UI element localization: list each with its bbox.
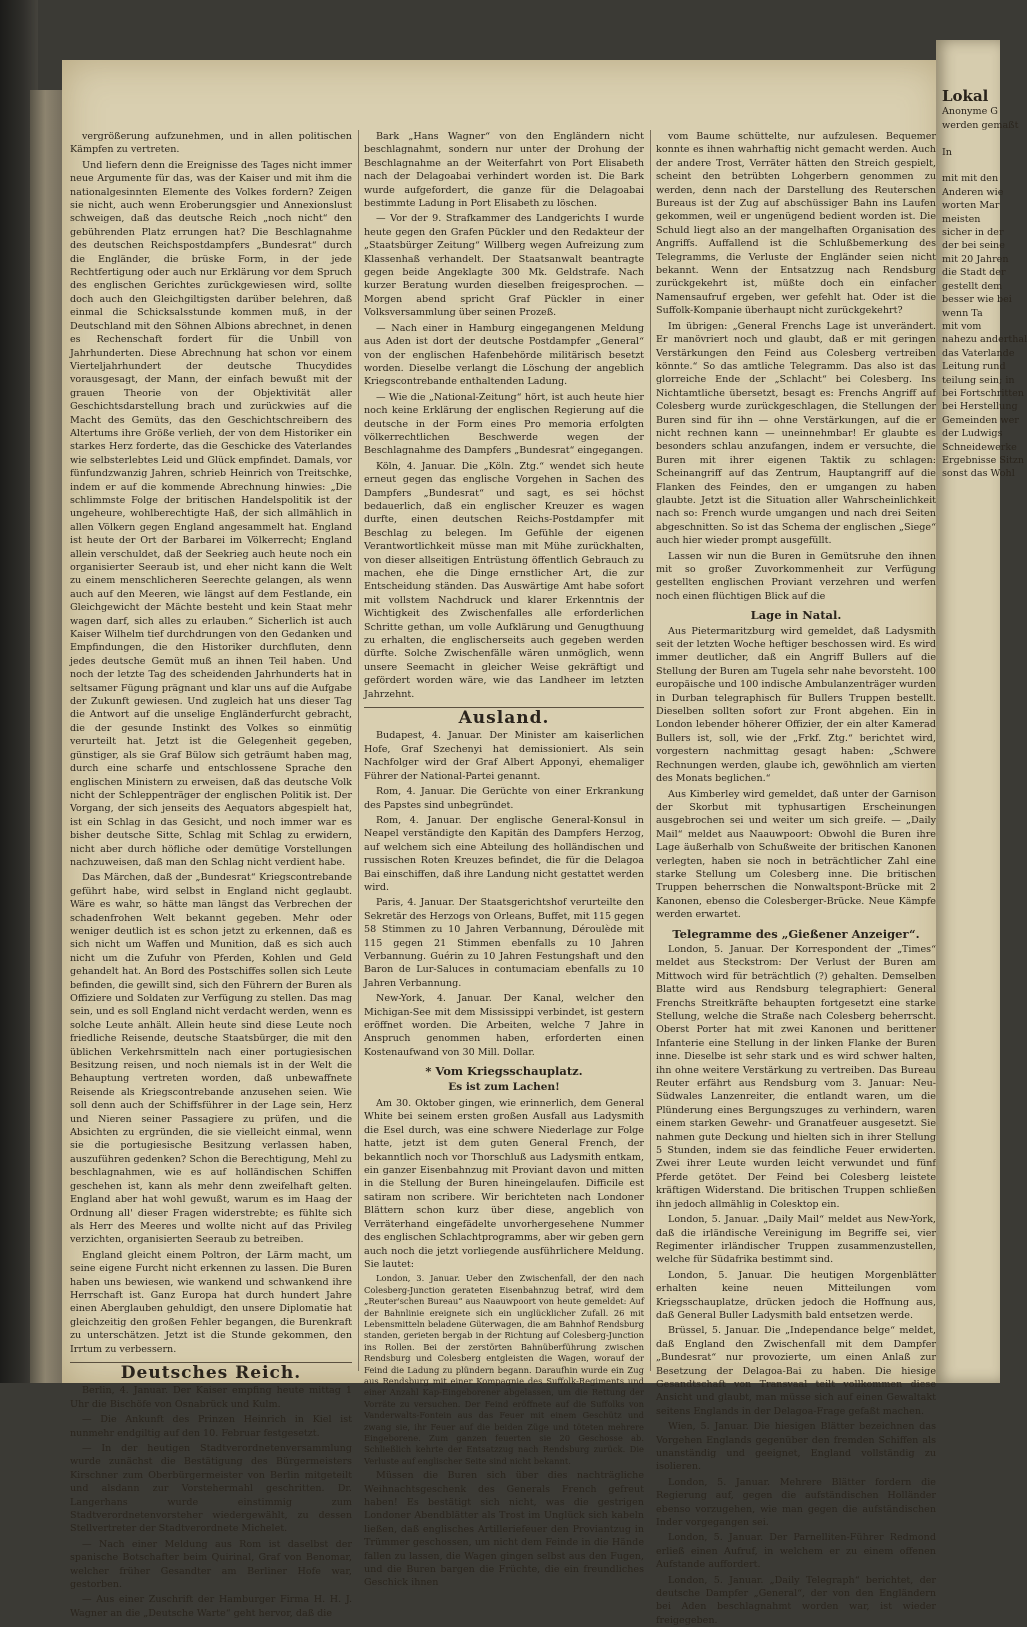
column-rule [358,130,359,1371]
next-page-line: mit mit den [942,173,999,185]
next-page-line: bei Herstellung [942,401,1018,413]
column-rule [650,130,651,1371]
paragraph: — Die Ankunft des Prinzen Heinrich in Kiel ist nunmehr endgiltig auf den 10. Februar festgesetzt. [70,1414,352,1439]
paragraph: Aus Kimberley wird gemeldet, daß unter der Garnison der Skorbut mit typhusartigen Erscheinungen ausgebrochen sei und weiter um sich greife. — „Daily Mail“ meldet aus Naauwpoort: Obwohl die Buren ihre Lage äußerhalb von Schußweite der britischen Kanonen verlegten, haben sie noch in beträchtlicher Zahl eine starke Stellung um Colesberg inne. Die britischen Truppen beherrschen die Nonwaltspont-Brücke mit 2 Kanonen, ebenso die Colesberger-Brücke. Neue Kämpfe werden erwartet. [656,788,936,921]
next-page-line: besser wie bei [942,294,1012,306]
next-page-text [942,87,1027,481]
subheading: Es ist zum Lachen! [448,1080,560,1093]
paragraph: Budapest, 4. Januar. Der Minister am kaiserlichen Hofe, Graf Szechenyi hat demissioniert. Als sein Nachfolger wird der Graf Albert Apponyi, ehemaliger Führer der National-Partei genannt. [364,730,644,782]
next-page-line: wenn Ta [942,307,983,319]
paragraph: — Aus einer Zuschrift der Hamburger Firma H. H. J. Wagner an die „Deutsche Warte“ geht hervor, daß die [70,1594,352,1619]
next-page-line: mit vom [942,320,982,332]
next-page-line: sonst das Wohl [942,468,1015,480]
paragraph: Bark „Hans Wagner“ von den Engländern nicht beschlagnahmt, sondern nur unter der Drohung der Beschlagnahme an der Weiterfahrt von Port Elisabeth nach der Delagoabai verhindert worden ist. Die Bark wurde aufgefordert, die ganze für die Delagoabai bestimmte Ladung in Port Elisabeth zu löschen. [364,131,644,210]
paragraph: — Vor der 9. Strafkammer des Landgerichts I wurde heute gegen den Grafen Pückler und den Redakteur der „Staatsbürger Zeitung“ Willberg wegen Aufreizung zum Klassenhaß verhandelt. Der Staatsanwalt beantragte gegen beide Angeklagte 300 Mk. Geldstrafe. Nach kurzer Beratung wurden dieselben freigesprochen. — Morgen abend spricht Graf Pückler in einer Volksversammlung über seinen Prozeß. [364,213,644,319]
paragraph: — Wie die „National-Zeitung“ hört, ist auch heute hier noch keine Erklärung der englischen Regierung auf die deutsche in der Form eines Pro memoria erfolgten völkerrechtlichen Beschwerde wegen der Beschlagnahme des Dampfers „Bundesrat“ eingegangen. [364,391,644,457]
next-page-line: teilung sein; in [942,374,1015,386]
next-page-line [942,132,1000,145]
newspaper-page [62,60,944,1626]
paragraph: Das Märchen, daß der „Bundesrat“ Kriegscontrebande geführt habe, wird selbst in England nicht geglaubt. Wäre es wahr, so hätte man längst das Verbrechen der schadenfrohen Welt bekannt gegeben. Mehr oder weniger deutlich ist es schon jetzt zu erkennen, daß es sich nicht um Waffen und Munition, daß es sich auch nicht um die Zufuhr von Pferden, Kohlen und Geld gehandelt hat. An Bord des Postschiffes sollen sich Leute befinden, die gewillt sind, sich den Führern der Buren als Offiziere und Soldaten zur Verfügung zu stellen. Das mag sein, und es soll England nicht verdacht werden, wenn es solche Leute anhält. Allein heute sind diese Leute noch friedliche Reisende, deutsche Staatsbürger, die mit den üblichen Verkehrsmitteln nach einer portugiesischen Besitzung reisen, und noch niemals ist in der Welt die Behauptung vertreten worden, daß unbewaffnete Reisende als Kriegscontrebande anzusehen seien. Wie soll denn auch der Schiffsführer in der Lage sein, Herz und Nieren seiner Passagiere zu prüfen, und die Absichten zu ergründen, die sie vielleicht einmal, wenn sie die portugiesische Besitzung verlassen haben, auszuführen gedenken? Schon die Berechtigung, Mehl zu beschlagnahmen, wie es auf holländischen Schiffen geschehen ist, kann als mehr denn zweifelhaft gelten. England aber hat wohl gewußt, warum es im Haag der Ordnung all' dieser Fragen widerstrebte; es fühlte sich als Herr des Meeres und wollte nicht auf das Privileg verzichten, organisierten Seeraub zu betreiben. [70,872,352,1246]
next-page-line: meisten [942,213,981,225]
paragraph: vom Baume schüttelte, nur aufzulesen. Bequemer konnte es ihnen wahrhaftig nicht gemacht werden. Auch der andere Trost, Verräter hätten den Streich gespielt, scheint den betrübten Lohgerbern genommen zu werden, denn nach der Darstellung des Reuterschen Bureaus ist der Zug auf abschüssiger Bahn ins Laufen gekommen, weil er ungenügend bedient worden ist. Die Schuld liegt also an der mangelhaften Organisation des Angriffs. Auffallend ist die Schlußbemerkung des Telegramms, die Verluste der Engländer seien nicht bekannt. Wenn der Entsatzzug nach Rendsburg zurückgekehrt ist, müßte doch ein einfacher Namensaufruf ergeben, wer gefehlt hat. Oder ist die Suffolk-Kompanie überhaupt nicht zurückgekehrt? [656,131,936,317]
paragraph: England gleicht einem Poltron, der Lärm macht, um seine eigene Furcht nicht erkennen zu lassen. Die Buren haben uns bewiesen, wie wankend und schwankend ihre Herrschaft ist. Ganz Europa hat durch hundert Jahre einen Aberglauben gehuldigt, den unsere Diplomatie hat gleichzeitig den großen Fehler begangen, die Burenkraft zu unterschätzen. Jetzt ist die Stunde gekommen, den Irrtum zu verbessern. [70,1249,352,1355]
paragraph: Köln, 4. Januar. Die „Köln. Ztg.“ wendet sich heute erneut gegen das englische Vorgehen in Sachen des Dampfers „Bundesrat“ und sagt, es sei höchst bedauerlich, daß ein englischer Kreuzer es wagen durfte, einen deutschen Reichs-Postdampfer mit Beschlag zu belegen. Im Gefühle der eigenen Verantwortlichkeit müsse man mit Mühe zurückhalten, von dieser allseitigen Entrüstung öffentlich Gebrauch zu machen, ehe die Dinge ernstlicher Art, die zur Entscheidung ständen. Das Auswärtige Amt habe sofort mit vollstem Nachdruck und klarer Erkenntnis der Wichtigkeit des Zwischenfalles alle erforderlichen Schritte gethan, um volle Aufklärung und Genugthuung zu erhalten, die englischerseits auch gegeben werden dürfte. Solche Zwischenfälle wären unmöglich, wenn unsere Seemacht in gleicher Weise gekräftigt und gefördert worden wäre, wie das Landheer im letzten Jahrzehnt. [364,460,644,700]
paragraph: — Nach einer in Hamburg eingegangenen Meldung aus Aden ist dort der deutsche Postdampfer „General“ von der englischen Hafenbehörde militärisch besetzt worden. Dieselbe verlangt die Löschung der angeblich Kriegscontrebande enthaltenden Ladung. [364,322,644,388]
section-heading-telegramme: Telegramme des „Gießener Anzeiger“. [672,926,920,941]
next-page-line: die Stadt der [942,267,1006,279]
column-2 [364,130,644,1589]
next-page-line: worten Mar [942,200,1000,212]
next-page-heading: Lokal [942,87,989,105]
paragraph: Im übrigen: „General Frenchs Lage ist unverändert. Er manövriert noch und glaubt, daß er mit geringen Verstärkungen den Feind aus Colesberg vertreiben könnte.“ So das amtliche Telegramm. Das also ist das glorreiche Ende der „Schlacht“ bei Colesberg. Ins Nichtamtliche übersetzt, besagt es: Frenchs Angriff auf Colesberg wurde zurückgeschlagen, die Stellungen der Buren sind für ihn — ohne Verstärkungen, auf die er nicht rechnen kann — uneinnehmbar! Er glaubte es besonders schlau anzufangen, indem er versuchte, die Buren mit ihrer eigenen Taktik zu schlagen: Scheinangriff auf das Zentrum, Hauptangriff auf die Flanken des Feindes, den er umgangen zu haben glaubte. Jetzt ist die Situation aller Wahrscheinlichkeit nach so: French wurde umgangen und nach drei Seiten abgeschnitten. So ist das Schema der englischen „Siege“ auch hier wieder prompt ausgefüllt. [656,320,936,547]
next-page-line: Leitung rund [942,361,1006,373]
next-page-edge [936,40,1027,1383]
next-page-line: Schneidewerke [942,441,1017,453]
section-heading-kriegsschauplatz: * Vom Kriegsschauplatz. [425,1064,583,1079]
paragraph: — In der heutigen Stadtverordnetenversammlung wurde zunächst die Bestätigung des Bürgermeisters Kirschner zum Oberbürgermeister von Berlin mitgeteilt und alsdann zur Vorstehermahl geschritten. Dr. Langerhans wurde einstimmig zum Stadtverordnetenvorsteher wiedergewählt, zu dessen Stellvertreter der Stadtverordnete Michelet. [70,1443,352,1535]
next-page-line: In [942,146,952,158]
paragraph: London, 5. Januar. „Daily Mail“ meldet aus New-York, daß die irländische Vereinigung im Begriffe sei, vier Regimenter irländischer Truppen zusammenzustellen, welche für Südafrika bestimmt sind. [656,1214,936,1266]
paragraph: Wien, 5. Januar. Die hiesigen Blätter bezeichnen das Vorgehen Englands gegenüber den fremden Schiffen als unanständig und geeignet, England vollständig zu isolieren. [656,1421,936,1473]
paragraph: Brüssel, 5. Januar. Die „Independance belge“ meldet, daß England den Zwischenfall mit dem Dampfer „Bundesrat“ nur provozierte, um einen Anlaß zur Besetzung der Delagoa-Bai zu haben. Die hiesige Gesandtschaft von Transvaal teilt vollkommen diese Ansicht und glaubt, man müsse sich auf einen Gewaltakt seitens Englands in der Delagoa-Frage gefaßt machen. [656,1325,936,1417]
next-page-line: Anderen wie [942,186,1004,198]
next-page-line: bei Fortschritten [942,387,1024,399]
next-page-line: sicher in der [942,227,1004,239]
next-page-line: der Ludwigs [942,428,1003,440]
next-page-line: der bei seine [942,240,1005,252]
column-1 [70,130,352,1619]
next-page-line: mit 20 Jahren [942,253,1009,265]
column-3 [656,130,936,1626]
paragraph: — Nach einer Meldung aus Rom ist daselbst der spanische Botschafter beim Quirinal, Graf von Benomar, welcher früher Gesandter am Berliner Hofe war, gestorben. [70,1538,352,1591]
paragraph: London, 5. Januar. Mehrere Blätter fordern die Regierung auf, gegen die aufständischen Holländer ebenso vorzugehen, wie man gegen die aufständischen Inder vorgegangen sei. [656,1476,936,1529]
paragraph: Und liefern denn die Ereignisse des Tages nicht immer neue Argumente für das, was der Kaiser und mit ihm die nationalgesinnten Elemente des Volkes fordern? Zeigen sie nicht, auch wenn Eroberungsgier und Annexionslust schweigen, daß das deutsche Reich „noch nicht“ den gebührenden Platz errungen hat? Die Beschlagnahme des deutschen Reichspostdampfers „Bundesrat“ durch die Engländer, die brüske Form, in der jede Rechtfertigung oder auch nur Erklärung vor dem Spruch des englischen Gerichtes zurückgewiesen wird, sollte doch auch den Gleichgiltigsten darüber belehren, daß einmal die Schicksalsstunde kommen muß, in der Deutschland mit den Söhnen Albions abrechnet, in denen es Rechenschaft fordert für die Unbill von Jahrhunderten. Diese Abrechnung hat schon vor einem Vierteljahrhundert der deutsche Thucydides vorausgesagt, der Mann, der einfach bewußt mit der grauen Theorie von der Objektivität aller Geschichtsdarstellung brach und zurückwies auf die Macht des Gemüts, das den Geschichtschreibern des Altertums ihre Größe verlieh, der von dem Historiker ein starkes Herz forderte, das die Geschicke des Vaterlandes wie selbsterlebtes Leid und Glück empfindet. Damals, vor fünfundzwanzig Jahren, schrieb Heinrich von Treitschke, indem er auf die kommende Abrechnung hinwies: „Die schlimmste Folge der britischen Handelspolitik ist der ungeheure, wohlberechtigte Haß, der sich allmählich in allen Völkern gegen England angesammelt hat. England ist heute der Ort der Barbarei im Völkerrecht; England allein verschuldet, daß der Seekrieg auch heute noch ein organisierter Seeraub ist, und eher nicht kann die Welt zu einem menschlicheren Seerechte gelangen, als wenn auch auf den Meeren, wie längst auf dem Festlande, ein Gleichgewicht der Mächte besteht und kein Staat mehr wagen darf, sich alles zu erlauben.“ Sicherlich ist auch Kaiser Wilhelm tief durchdrungen von den Gedanken und Empfindungen, die den Historiker durchfluten, denn jedes deutsche Gemüt muß an ihnen Teil haben. Und noch der letzte Tag des scheidenden Jahrhunderts hat in seltsamer Fügung prägnant und klar uns auf die Aufgabe der Zukunft gewiesen. Und zugleich hat uns dieser Tag die Antwort auf die unselige Engländerfurcht gebracht, die der gesunde Instinkt des Volkes so einmütig verurteilt hat. Jetzt ist die Gelegenheit gegeben, günstiger, als sie Graf Bülow sich geträumt haben mag, durch eine scharfe und entschlossene Sprache den englischen Ministern zu erweisen, daß das deutsche Volk nicht der Schleppenträger der englischen Politik ist. Der Vorgang, der sich jenseits des Aequators abgespielt hat, ist ein Schlag in das Gesicht, und noch immer war es bisher deutsche Sitte, Schlag mit Schlag zu erwidern, nicht aber durch höfliche oder demütige Vorstellungen nachzuweisen, daß man den Schlag nicht verdient habe. [70,159,352,868]
paragraph: Rom, 4. Januar. Der englische General-Konsul in Neapel verständigte den Kapitän des Dampfers Herzog, auf welchem sich eine Abteilung des holländischen und russischen Roten Kreuzes befindet, die für die Delagoa Bai einschiffen, daß ihre Landung nicht gestattet werden wird. [364,814,644,893]
paragraph: London, 5. Januar. Die heutigen Morgenblätter erhalten keine neuen Mitteilungen vom Kriegsschauplatze, drücken jedoch die Hoffnung aus, daß General Buller Ladysmith bald entsetzen werde. [656,1269,936,1321]
next-page-line: werden gemaßt [942,119,1019,131]
paragraph: vergrößerung aufzunehmen, und in allen politischen Kämpfen zu vertreten. [70,131,352,156]
paragraph: Berlin, 4. Januar. Der Kaiser empfing heute mittag 1 Uhr die Bischöfe von Osnabrück und Kulm. [70,1385,352,1410]
paragraph: London, 5. Januar. Der Korrespondent der „Times“ meldet aus Steckstrom: Der Verlust der Buren am Mittwoch wird für beträchtlich (?) gehalten. Demselben Blatte wird aus Rendsburg telegraphiert: General Frenchs Streitkräfte behaupten fortgesetzt eine starke Stellung, welche die Straße nach Colesberg beherrscht. Oberst Porter hat mit zwei Kanonen und berittener Infanterie eine Stellung in der linken Flanke der Buren inne. Dieselbe ist sehr stark und es wird schwer halten, ihn ohne weitere Verstärkung zu vertreiben. Das Bureau Reuter erfährt aus Rendsburg vom 3. Januar: Neu-Südwales Lanzenreiter, die entlandt waren, um die Plünderung eines Bergungszuges zu verhindern, waren einem starken Gewehr- und Granatfeuer ausgesetzt. Sie nahmen gute Deckung und hielten sich in ihrer Stellung 5 Stunden, indem sie das feindliche Feuer erwiderten. Zwei ihrer Leute wurden leicht verwundet und fünf Pferde getötet. Der Feind bei Colesberg leistete kräftigen Widerstand. Die britischen Truppen schließen ihn jedoch allmählig in Colesktop ein. [656,943,936,1210]
paragraph: Müssen die Buren sich über dies nachträgliche Weihnachtsgeschenk des Generals French gefreut haben! Es bestätigt sich nicht, was die gestrigen Londoner Abendblätter als Trost im Unglück sich kabeln ließen, daß englisches Artilleriefeuer den Proviantzug in Trümmer geschossen, um nicht dem Feinde in die Hände fallen zu lassen, die Wagen gingen selbst aus den Fugen, und die Buren bargen die Früchte, die ein freundliches Geschick ihnen [364,1470,644,1589]
paragraph: Am 30. Oktober gingen, wie erinnerlich, dem General White bei seinem ersten großen Ausfall aus Ladysmith die Esel durch, was eine schwere Niederlage zur Folge hatte, jetzt ist dem guten General French, der bekanntlich noch vor Thorschluß aus Ladysmith entkam, ein ganzer Eisenbahnzug mit Proviant davon und mitten in die Stellung der Buren hineingelaufen. Difficile est satiram non scribere. Wir berichteten nach Londoner Blättern schon kurz über diese, angeblich von Verräterhand eingefädelte unvorhergesehene Nummer des englischen Schlachtprogramms, aber wir geben gern auch noch die jetzt vorliegende ausführlichere Meldung. Sie lautet: [364,1098,644,1270]
section-heading-ausland: Ausland. [364,707,644,725]
paragraph: Lassen wir nun die Buren in Gemütsruhe den ihnen mit so großer Zuvorkommenheit zur Verfügung gestellten englischen Proviant verzehren und werfen noch einen flüchtigen Blick auf die [656,550,936,602]
paragraph: Aus Pietermaritzburg wird gemeldet, daß Ladysmith seit der letzten Woche heftiger beschossen wird. Es wird immer deutlicher, daß ein Angriff Bullers auf die Stellung der Buren am Tugela sehr nahe bevorsteht. 100 europäische und 100 indische Ambulanzenträger wurden in Durban telegraphisch für Bullers Truppen bestellt. Dieselben sollten sofort zur Front abgehen. Ein in London lebender höherer Offizier, der ein alter Kamerad Bullers ist, soll, wie der „Frkf. Ztg.“ berichtet wird, vorgestern nachmittag gesagt haben: „Schwere Rechnungen werden, glaube ich, gewöhnlich am vierten des Monats beglichen.“ [656,625,936,785]
section-heading-deutsches-reich: Deutsches Reich. [70,1362,352,1380]
section-heading-natal: Lage in Natal. [750,608,842,623]
paragraph: Paris, 4. Januar. Der Staatsgerichtshof verurteilte den Sekretär des Herzogs von Orleans, Buffet, mit 115 gegen 58 Stimmen zu 10 Jahren Verbannung, Déroulède mit 115 gegen 21 Stimmen ebenfalls zu 10 Jahren Verbannung. Guérin zu 10 Jahren Festungshaft und den Baron de Lur-Saluces in contumaciam ebenfalls zu 10 Jahren Verbannung. [364,897,644,989]
next-page-line: nahezu anderthal [942,334,1027,346]
paragraph: New-York, 4. Januar. Der Kanal, welcher den Michigan-See mit dem Mississippi verbindet, ist gestern eröffnet worden. Die Arbeiten, welche 7 Jahre in Anspruch genommen haben, erforderten einen Kostenaufwand von 30 Mill. Dollar. [364,993,644,1058]
next-page-line: Gemeinden wer [942,414,1019,426]
paragraph-small: London, 3. Januar. Ueber den Zwischenfall, der den nach Colesberg-Junction gerateten Eisenbahnzug betraf, wird dem „Reuter'schen Bureau“ aus Naauwpoort von heute gemeldet: Auf der Bahnlinie ereignete sich ein unglücklicher Zufall. 26 mit Lebensmitteln beladene Güterwagen, die am Bahnhof Rendsburg standen, gerieten bergab in der Richtung auf Colesberg-Junction ins Rollen. Bei der zerstörten Bahnüberführung zwischen Rendsburg und Colesberg entgleisten die Wagen, worauf der Feind die Ladung zu plündern begann. Daraufhin wurde ein Zug aus Rendsburg mit einer Kompagnie des Suffolk-Regiments und einer Anzahl Kap-Eingeborener abgelassen, um die Rettung der Vorräte zu versuchen. Der Feind eröffnete auf die Suffolks von Vanderwalts-Fontein aus das Feuer mit einem Geschütz und zwang sie, ihr Feuer auf die beiden Züge und töteten mehrere Eingeborene. Zum ganzen feuerten sie 20 Geschosse ab. Schließlich kehrte der Entsatzzug nach Rendsburg zurück. Die Verluste auf englischer Seite sind nicht bekannt. [364,1273,644,1466]
paragraph: London, 5. Januar. „Daily Telegraph“ berichtet, der deutsche Dampfer „General“, der von den Engländern bei Aden beschlagnahmt worden war, ist wieder freigegeben. [656,1574,936,1626]
next-page-line [942,159,1000,172]
paragraph: Rom, 4. Januar. Die Gerüchte von einer Erkrankung des Papstes sind unbegründet. [364,786,644,811]
next-page-line: gestellt dem [942,280,1003,292]
next-page-line: Anonyme G [942,106,998,118]
next-page-line: das Vaterlande [942,347,1015,359]
next-page-line: Ergebnisse Sitzn [942,454,1025,466]
paragraph: London, 5. Januar. Der Parnelliten-Führer Redmond erließ einen Aufruf, in welchem er zu einem offenen Aufstande auffordert. [656,1532,936,1571]
